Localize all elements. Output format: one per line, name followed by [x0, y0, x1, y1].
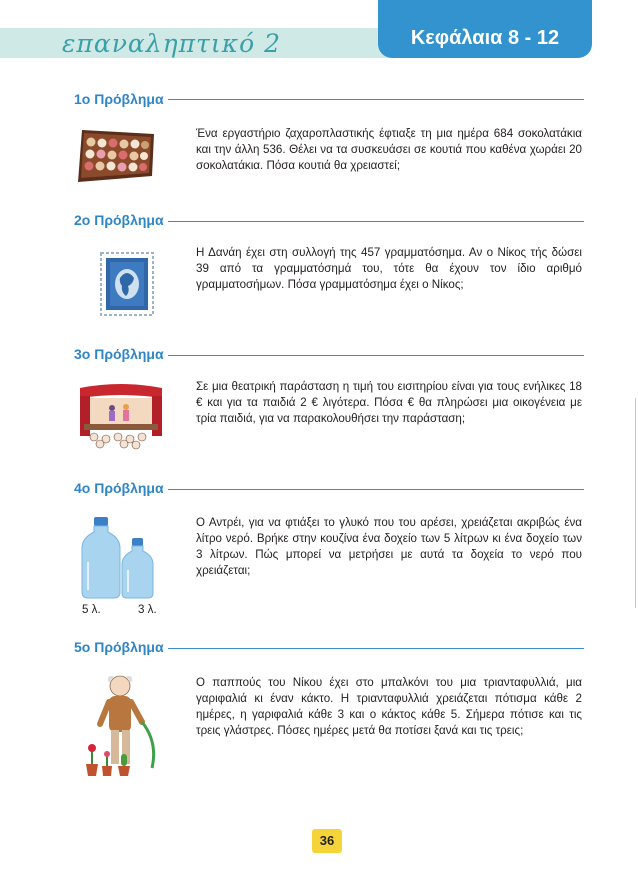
chocolate-box-icon [74, 124, 160, 186]
theater-stage-icon [76, 382, 166, 450]
problem-1-heading: 1ο Πρόβλημα [74, 91, 164, 107]
bottle-3l-label: 3 λ. [138, 603, 157, 616]
problem-4-rule [168, 489, 584, 490]
problem-1-rule [168, 99, 584, 100]
grandpa-watering-plants-icon [80, 672, 166, 782]
problem-4-text: Ο Αντρέι, για να φτιάξει το γλυκό που του αρέσει, χρειάζεται ακριβώς ένα λίτρο νερό. Βρήκε στην κουζίνα ένα δοχείο των 5 λίτρων κι ένα δοχείο των 3 λίτρων. Πώς μπορεί να μετρήσει με αυτά τα δοχεία το νερό που χρειάζεται; [196, 516, 582, 577]
problem-4-heading: 4ο Πρόβλημα [74, 480, 164, 496]
postage-stamp-icon [100, 252, 154, 316]
water-bottles-icon [80, 514, 160, 600]
problem-2-text: Η Δανάη έχει στη συλλογή της 457 γραμματόσημα. Αν ο Νίκος τής δώσει 39 από τα γραμματόσημά του, τότε θα έχουν τον ίδιο αριθμό γραμματοσήμων. Πόσα γραμματόσημα έχει ο Νίκος; [196, 246, 582, 291]
problem-5-text: Ο παππούς του Νίκου έχει στο μπαλκόνι του μια τριανταφυλλιά, μια γαριφαλιά κι έναν κάκτο. Η τριανταφυλλιά χρειάζεται πότισμα κάθε 2 ημέρες, η γαριφαλιά κάθε 3 και ο κάκτος κάθε 5. Σήμερα πότισε και τις τρεις γλάστρες. Πόσες ημέρες μετά θα ποτίσει ξανά και τις τρεις; [196, 676, 582, 737]
problem-5-rule [168, 648, 584, 649]
problem-2-heading: 2ο Πρόβλημα [74, 212, 164, 228]
problem-3-rule [168, 355, 584, 356]
chapter-tab [378, 0, 592, 58]
bottle-5l-label: 5 λ. [82, 603, 101, 616]
problem-1-text: Ένα εργαστήριο ζαχαροπλαστικής έφτιαξε τη μια ημέρα 684 σοκολατάκια και την άλλη 536. Θέλει να τα συσκευάσει σε κουτιά που καθένα χωράει 20 σοκολατάκια. Πόσα κουτιά θα χρειαστεί; [196, 127, 582, 172]
problem-3-text: Σε μια θεατρική παράσταση η τιμή του εισιτηρίου είναι για τους ενήλικες 18 € και για τα παιδιά 2 € λιγότερα. Πόσα € θα πληρώσει μια οικογένεια με τρία παιδιά, για να παρακολουθήσει την παράσταση; [196, 380, 582, 425]
page-title: επαναληπτικό 2 [62, 29, 281, 58]
chapter-label: Κεφάλαια 8 - 12 [410, 27, 560, 49]
page-edge-mark [635, 398, 636, 608]
page-number: 36 [312, 829, 342, 853]
problem-5-heading: 5ο Πρόβλημα [74, 639, 164, 655]
problem-3-heading: 3ο Πρόβλημα [74, 346, 164, 362]
problem-2-rule [168, 221, 584, 222]
